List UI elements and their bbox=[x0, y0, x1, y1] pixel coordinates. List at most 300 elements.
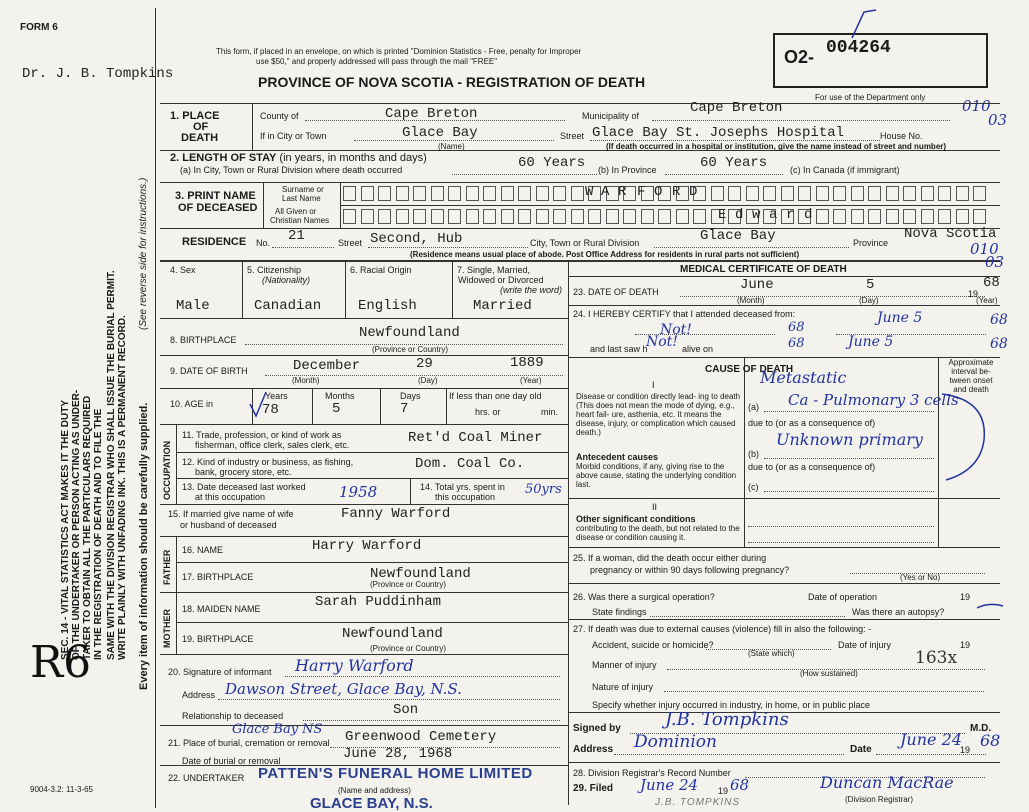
name-label-1: 3. PRINT NAME bbox=[175, 190, 256, 202]
letter-box bbox=[448, 209, 461, 224]
father-name-label: 16. NAME bbox=[182, 545, 224, 555]
rule bbox=[380, 388, 381, 424]
department-code-3: 010 bbox=[970, 240, 999, 258]
footer-stamp: J.B. TOMPKINS bbox=[655, 797, 741, 808]
letter-box bbox=[711, 186, 724, 201]
rule bbox=[764, 458, 934, 459]
rule bbox=[160, 103, 1000, 104]
last-saw-date-year: 68 bbox=[990, 336, 1008, 352]
letter-box bbox=[483, 186, 496, 201]
residence-label: RESIDENCE bbox=[182, 236, 247, 248]
residence-city: Glace Bay bbox=[700, 228, 776, 244]
given-label-2: Christian Names bbox=[270, 216, 330, 225]
letter-box bbox=[501, 186, 514, 201]
informant-address-label: Address bbox=[182, 690, 216, 700]
letter-box bbox=[851, 209, 864, 224]
letter-box bbox=[676, 209, 689, 224]
rule bbox=[652, 120, 950, 121]
birthplace-label: 8. BIRTHPLACE bbox=[170, 335, 237, 345]
rule bbox=[176, 478, 568, 479]
father-birthplace: Newfoundland bbox=[370, 566, 471, 582]
address-label: Address bbox=[573, 744, 614, 755]
other-conditions-label: Other significant conditions bbox=[576, 514, 696, 524]
letter-box bbox=[746, 186, 759, 201]
side-instruction-2: OF THE UNDERTAKER OR PERSON ACTING AS UNDER- bbox=[71, 389, 82, 660]
birthplace-value: Newfoundland bbox=[359, 325, 460, 341]
city-name-note: (Name) bbox=[438, 142, 465, 151]
mother-maiden-label: 18. MAIDEN NAME bbox=[182, 604, 261, 614]
left-margin-line bbox=[155, 8, 156, 808]
dob-year-note: (Year) bbox=[520, 376, 542, 385]
sex-label: 4. Sex bbox=[170, 265, 196, 275]
informant-signature: Harry Warford bbox=[295, 656, 414, 675]
rule bbox=[160, 424, 568, 425]
letter-box bbox=[903, 186, 916, 201]
date-handwritten: June 24 bbox=[900, 730, 962, 749]
date-label: Date bbox=[850, 744, 872, 755]
q25-label-2: pregnancy or within 90 days following pregnancy? bbox=[590, 565, 790, 575]
letter-box bbox=[343, 209, 356, 224]
mother-section-label: MOTHER bbox=[162, 609, 172, 648]
letter-box bbox=[868, 186, 881, 201]
specify-label: Specify whether injury occurred in industry, in home, or in public place bbox=[592, 700, 870, 710]
rule bbox=[160, 725, 568, 726]
given-letter: d bbox=[735, 207, 744, 223]
father-name: Harry Warford bbox=[312, 538, 422, 554]
racial-origin-value: English bbox=[358, 298, 417, 314]
certify-to-year: 68 bbox=[990, 312, 1008, 328]
date-year-prefix: 19 bbox=[960, 745, 971, 755]
doctor-name: Dr. J. B. Tompkins bbox=[22, 66, 174, 82]
surname-letter: D bbox=[689, 184, 698, 200]
death-year-note: (Year) bbox=[976, 296, 998, 305]
antecedent-desc: Morbid conditions, if any, giving rise to the above cause, stating the underlying condition last. bbox=[576, 462, 737, 489]
last-saw-label-2: alive on bbox=[682, 344, 714, 354]
death-date-label: 23. DATE OF DEATH bbox=[573, 287, 659, 297]
age-months: 5 bbox=[332, 401, 341, 417]
age-min-label: min. bbox=[541, 407, 559, 417]
cause-a-line-1: Metastatic bbox=[760, 368, 847, 387]
rule bbox=[176, 562, 568, 563]
rule bbox=[176, 592, 177, 654]
manner-label: Manner of injury bbox=[592, 660, 657, 670]
address-handwritten: Dominion bbox=[634, 732, 717, 752]
surname-letter: A bbox=[601, 184, 610, 200]
letter-box bbox=[921, 186, 934, 201]
rule bbox=[410, 478, 411, 504]
autopsy-label: Was there an autopsy? bbox=[852, 607, 945, 617]
given-letter: d bbox=[804, 207, 813, 223]
form-title: PROVINCE OF NOVA SCOTIA - REGISTRATION OF DEATH bbox=[258, 74, 646, 90]
letter-box bbox=[868, 209, 881, 224]
letter-box bbox=[536, 186, 549, 201]
form-code: 9004-3.2: 11-3-65 bbox=[30, 785, 94, 794]
margin-mark: R6 bbox=[30, 637, 92, 688]
age-check-mark-icon bbox=[248, 390, 270, 420]
signed-by-label: Signed by bbox=[573, 723, 621, 734]
certify-label: 24. I HEREBY CERTIFY that I attended deceased from: bbox=[573, 309, 796, 319]
manner-handwritten: 163x bbox=[915, 648, 958, 668]
undertaker-stamp-line-1: PATTEN'S FUNERAL HOME LIMITED bbox=[258, 765, 533, 782]
age-label: 10. AGE in bbox=[170, 399, 214, 409]
letter-box bbox=[886, 186, 899, 201]
side-instruction-5: SAME WITH THE DIVISION REGISTRAR WHO SHALL ISSUE THE BURIAL PERMIT. bbox=[106, 270, 117, 660]
check-mark-icon bbox=[850, 8, 880, 46]
rule bbox=[160, 355, 568, 356]
side-instruction-8: Every item of information should be carefully supplied. bbox=[138, 402, 150, 690]
citizenship-note: (Nationality) bbox=[262, 275, 311, 285]
letter-box bbox=[396, 209, 409, 224]
side-instruction-1: SEC. 14 - VITAL STATISTICS ACT MAKES IT THE DUTY bbox=[60, 399, 71, 660]
immediate-cause-label: Disease or condition directly lead- ing to death (This does not mean the mode of dying, e.g., heart fail- ure, asthenia, etc. It means the disease, injury, or complication which caused death.) bbox=[576, 392, 741, 437]
injury-date-label: Date of injury bbox=[838, 640, 892, 650]
house-number-label: House No. bbox=[880, 131, 923, 141]
rule bbox=[568, 619, 1000, 620]
letter-box bbox=[413, 209, 426, 224]
q14-label-1: 14. Total yrs. spent in bbox=[420, 482, 505, 492]
county-value: Cape Breton bbox=[385, 106, 478, 122]
letter-box bbox=[903, 209, 916, 224]
birthplace-note: (Province or Country) bbox=[372, 345, 449, 354]
given-letter: E bbox=[718, 207, 727, 223]
letter-box bbox=[728, 186, 741, 201]
surname-letter: O bbox=[654, 184, 663, 200]
death-day-note: (Day) bbox=[859, 296, 879, 305]
q25-label-1: 25. If a woman, did the death occur either during bbox=[573, 553, 767, 563]
rule bbox=[218, 699, 560, 700]
residence-no: 21 bbox=[288, 228, 305, 244]
letter-box bbox=[938, 186, 951, 201]
rule bbox=[568, 547, 1000, 548]
marital-label-2: Widowed or Divorced bbox=[458, 275, 544, 285]
rule bbox=[744, 357, 745, 547]
death-day: 5 bbox=[866, 277, 875, 293]
cause-due-to-a: due to (or as a consequence of) bbox=[748, 418, 876, 428]
q13-value: 1958 bbox=[339, 483, 378, 501]
letter-box bbox=[343, 186, 356, 201]
place-label-2: OF bbox=[193, 121, 209, 133]
rule bbox=[160, 654, 568, 655]
letter-box bbox=[816, 209, 829, 224]
letter-box bbox=[921, 209, 934, 224]
q11-value: Ret'd Coal Miner bbox=[408, 430, 543, 446]
letter-box bbox=[553, 209, 566, 224]
given-letter: a bbox=[769, 207, 778, 223]
q14-label-2: this occupation bbox=[435, 492, 496, 502]
stay-canada-label: (c) In Canada (if immigrant) bbox=[790, 165, 900, 175]
spouse-value: Fanny Warford bbox=[341, 506, 451, 522]
rule bbox=[568, 498, 1000, 499]
burial-date: June 28, 1968 bbox=[343, 746, 453, 762]
rule bbox=[568, 762, 1000, 763]
residence-street: Second, Hub bbox=[370, 231, 463, 247]
registration-prefix: O2- bbox=[784, 47, 815, 67]
rule bbox=[568, 276, 1000, 277]
rule bbox=[160, 536, 568, 537]
age-years: 78 bbox=[262, 402, 279, 418]
rule bbox=[614, 754, 844, 755]
residence-city-label: City, Town or Rural Division bbox=[530, 238, 640, 248]
age-days: 7 bbox=[400, 401, 409, 417]
letter-box bbox=[973, 209, 986, 224]
letter-box bbox=[431, 209, 444, 224]
letter-box bbox=[956, 186, 969, 201]
registrar-signature: Duncan MacRae bbox=[820, 773, 954, 792]
cause-c-label: (c) bbox=[748, 482, 759, 492]
letter-box bbox=[816, 186, 829, 201]
undertaker-stamp-line-2: GLACE BAY, N.S. bbox=[310, 795, 433, 812]
letter-box bbox=[606, 209, 619, 224]
part-1-label: I bbox=[652, 380, 655, 390]
marital-label-3: (write the word) bbox=[500, 285, 563, 295]
municipality-label: Municipality of bbox=[582, 111, 640, 121]
stay-city-label: (a) In City, Town or Rural Division where death occurred bbox=[180, 165, 403, 175]
cause-b-handwritten: Unknown primary bbox=[776, 430, 923, 449]
side-instruction-6: WRITE PLAINLY WITH UNFADING INK. THIS IS A PERMANENT RECORD. bbox=[117, 315, 128, 660]
marital-value: Married bbox=[473, 298, 532, 314]
dob-year: 1889 bbox=[510, 355, 544, 371]
certify-from-year: 68 bbox=[788, 320, 805, 335]
sex-value: Male bbox=[176, 298, 210, 314]
letter-box bbox=[798, 186, 811, 201]
mother-maiden-name: Sarah Puddinham bbox=[315, 594, 442, 610]
letter-box bbox=[693, 209, 706, 224]
burial-place-label: 21. Place of burial, cremation or removal bbox=[168, 738, 330, 748]
last-saw-date: June 5 bbox=[848, 334, 894, 350]
letter-box bbox=[466, 186, 479, 201]
department-code-1: 010 bbox=[962, 97, 991, 115]
certify-to: June 5 bbox=[877, 310, 923, 326]
letter-box bbox=[938, 209, 951, 224]
interval-label: Approximate interval be- tween onset and death bbox=[948, 358, 994, 394]
bracket-mark-icon bbox=[938, 390, 993, 485]
informant-relationship: Son bbox=[393, 702, 419, 718]
citizenship-label: 5. Citizenship bbox=[247, 265, 302, 275]
death-year-prefix: 19 bbox=[968, 289, 979, 299]
rule bbox=[285, 676, 560, 677]
rule bbox=[160, 504, 568, 505]
rule bbox=[568, 357, 1000, 358]
place-label-3: DEATH bbox=[181, 132, 219, 144]
last-saw-handwritten: Not! bbox=[646, 334, 678, 350]
state-findings-label: State findings bbox=[592, 607, 647, 617]
antecedent-label: Antecedent causes bbox=[576, 452, 659, 462]
letter-box bbox=[518, 186, 531, 201]
informant-relationship-label: Relationship to deceased bbox=[182, 711, 284, 721]
rule bbox=[303, 720, 560, 721]
q12-label-2: bank, grocery store, etc. bbox=[195, 467, 292, 477]
death-month-note: (Month) bbox=[737, 296, 765, 305]
city-value: Glace Bay bbox=[402, 125, 478, 141]
registrar-note: (Division Registrar) bbox=[845, 795, 914, 804]
letter-box bbox=[763, 186, 776, 201]
rule bbox=[345, 260, 346, 318]
county-label: County of bbox=[260, 111, 299, 121]
rule bbox=[176, 622, 568, 623]
letter-box bbox=[378, 186, 391, 201]
given-letter: r bbox=[786, 207, 795, 223]
q12-value: Dom. Coal Co. bbox=[415, 456, 525, 472]
mail-notice-1: This form, if placed in an envelope, on which is printed "Dominion Statistics - Free, penalty for Improper bbox=[216, 47, 582, 56]
letter-box bbox=[448, 186, 461, 201]
letter-box bbox=[833, 186, 846, 201]
date-year: 68 bbox=[980, 731, 1001, 750]
side-instruction-7: (See reverse side for instructions.) bbox=[138, 177, 149, 330]
q27-label: 27. If death was due to external causes (violence) fill in also the following: - bbox=[573, 624, 872, 634]
letter-box bbox=[833, 209, 846, 224]
side-instruction-3: TAKER TO OBTAIN ALL THE PARTICULARS REQUIRED bbox=[82, 395, 93, 660]
mother-birthplace: Newfoundland bbox=[342, 626, 443, 642]
age-lt-label: If less than one day old bbox=[449, 391, 542, 401]
q14-value: 50yrs bbox=[525, 482, 562, 497]
name-label-2: OF DECEASED bbox=[178, 202, 258, 214]
signed-by-signature: J.B. Tompkins bbox=[665, 709, 789, 730]
rule bbox=[446, 388, 447, 424]
letter-box bbox=[553, 186, 566, 201]
q11-label-2: fisherman, office clerk, sales clerk, etc. bbox=[195, 440, 350, 450]
q12-label-1: 12. Kind of industry or business, as fishing, bbox=[182, 457, 354, 467]
marital-label-1: 7. Single, Married, bbox=[457, 265, 531, 275]
q26-date-label: Date of operation bbox=[808, 592, 878, 602]
letter-box bbox=[641, 209, 654, 224]
father-section-label: FATHER bbox=[162, 549, 172, 585]
burial-place: Greenwood Cemetery bbox=[345, 729, 497, 745]
burial-date-label: Date of burial or removal bbox=[182, 756, 281, 766]
nature-label: Nature of injury bbox=[592, 682, 654, 692]
rule bbox=[160, 592, 568, 593]
dob-day: 29 bbox=[416, 356, 433, 372]
other-conditions-desc: contributing to the death, but not related to the disease or condition causing it. bbox=[576, 524, 740, 542]
citizenship-value: Canadian bbox=[254, 298, 322, 314]
rule bbox=[160, 182, 1000, 183]
place-label-1: 1. PLACE bbox=[170, 110, 220, 122]
stay-city-value: 60 Years bbox=[518, 155, 586, 171]
stay-province-value: 60 Years bbox=[700, 155, 768, 171]
municipality-value: Cape Breton bbox=[690, 100, 783, 116]
residence-no-label: No. bbox=[256, 238, 271, 248]
rule bbox=[340, 205, 1000, 206]
death-year: 68 bbox=[983, 275, 1000, 291]
medical-certificate-title: MEDICAL CERTIFICATE OF DEATH bbox=[680, 264, 847, 275]
cause-due-to-b: due to (or as a consequence of) bbox=[748, 462, 876, 472]
letter-box bbox=[431, 186, 444, 201]
letter-box bbox=[588, 209, 601, 224]
md-label: M.D. bbox=[970, 723, 992, 734]
mail-notice-2: use $50," and properly addressed will pass through the mail "FREE" bbox=[256, 57, 498, 66]
letter-box bbox=[413, 186, 426, 201]
dob-label: 9. DATE OF BIRTH bbox=[170, 366, 248, 376]
rule bbox=[650, 616, 845, 617]
rule bbox=[160, 260, 1000, 262]
rule bbox=[242, 260, 243, 318]
rule bbox=[160, 388, 568, 389]
age-days-label: Days bbox=[400, 391, 421, 401]
letter-box bbox=[886, 209, 899, 224]
residence-note: (Residence means usual place of abode. Post Office Address for residents in rural parts not sufficient) bbox=[410, 250, 800, 259]
rule bbox=[665, 174, 783, 175]
surname-letter: W bbox=[585, 184, 594, 200]
stay-label-note: (in years, in months and days) bbox=[279, 152, 427, 164]
q13-label-2: at this occupation bbox=[195, 492, 266, 502]
cause-a-line-2: Ca - Pulmonary 3 cells bbox=[788, 391, 959, 409]
accident-label: Accident, suicide or homicide? bbox=[592, 640, 714, 650]
letter-box bbox=[571, 209, 584, 224]
letter-box bbox=[781, 186, 794, 201]
letter-box bbox=[518, 209, 531, 224]
street-value: Glace Bay St. Josephs Hospital bbox=[592, 125, 845, 141]
filed-year-prefix: 19 bbox=[718, 786, 729, 796]
occupation-section-label: OCCUPATION bbox=[162, 440, 172, 500]
side-instruction-4: IN THE REGISTRATION OF DEATH AND TO FILE THE bbox=[93, 408, 104, 660]
hospital-note: (If death occurred in a hospital or institution, give the name instead of street and number) bbox=[606, 142, 947, 151]
filed-year: 68 bbox=[730, 776, 750, 794]
department-code-4: 03 bbox=[985, 253, 1005, 271]
certify-from: Not! bbox=[660, 322, 692, 338]
letter-box bbox=[378, 209, 391, 224]
surname-label-1: Surname or bbox=[282, 185, 324, 194]
last-saw-year: 68 bbox=[788, 336, 805, 351]
letter-box bbox=[956, 209, 969, 224]
rule bbox=[764, 411, 934, 412]
injury-year: 19 bbox=[960, 640, 971, 650]
rule bbox=[176, 424, 177, 504]
father-birthplace-note: (Province or Country) bbox=[370, 580, 447, 589]
dob-day-note: (Day) bbox=[418, 376, 438, 385]
registration-number: 004264 bbox=[826, 38, 891, 58]
rule bbox=[312, 388, 313, 424]
age-hrs-label: hrs. or bbox=[475, 407, 501, 417]
letter-box bbox=[623, 209, 636, 224]
rule bbox=[176, 536, 177, 592]
spouse-label-1: 15. If married give name of wife bbox=[168, 509, 294, 519]
rule bbox=[160, 318, 568, 319]
letter-box bbox=[466, 209, 479, 224]
rule bbox=[568, 260, 569, 805]
cause-a-label: (a) bbox=[748, 402, 759, 412]
filed-date: June 24 bbox=[640, 776, 699, 794]
rule bbox=[252, 103, 253, 150]
dob-month-note: (Month) bbox=[292, 376, 320, 385]
informant-signature-label: 20. Signature of informant bbox=[168, 667, 272, 677]
surname-letter: R bbox=[618, 184, 627, 200]
cause-b-label: (b) bbox=[748, 449, 759, 459]
q29-label: 29. Filed bbox=[573, 783, 614, 794]
father-birthplace-label: 17. BIRTHPLACE bbox=[182, 572, 254, 582]
rule bbox=[272, 247, 334, 248]
informant-address: Dawson Street, Glace Bay, N.S. bbox=[225, 680, 462, 698]
letter-box bbox=[658, 209, 671, 224]
rule bbox=[664, 691, 984, 692]
rule bbox=[654, 247, 849, 248]
rule bbox=[263, 182, 264, 228]
rule bbox=[680, 296, 985, 297]
undertaker-note: (Name and address) bbox=[338, 786, 411, 795]
rule bbox=[160, 228, 1000, 229]
form-label: FORM 6 bbox=[20, 22, 58, 33]
rule bbox=[568, 305, 1000, 306]
residence-street-label: Street bbox=[338, 238, 363, 248]
q26-label: 26. Was there a surgical operation? bbox=[573, 592, 715, 602]
age-months-label: Months bbox=[325, 391, 355, 401]
stay-province-label: (b) In Province bbox=[598, 165, 657, 175]
rule bbox=[452, 260, 453, 318]
letter-box bbox=[361, 186, 374, 201]
rule bbox=[452, 174, 597, 175]
surname-letter: R bbox=[672, 184, 681, 200]
city-label: If in City or Town bbox=[260, 131, 327, 141]
surname-letter: F bbox=[637, 184, 646, 200]
racial-origin-label: 6. Racial Origin bbox=[350, 265, 412, 275]
